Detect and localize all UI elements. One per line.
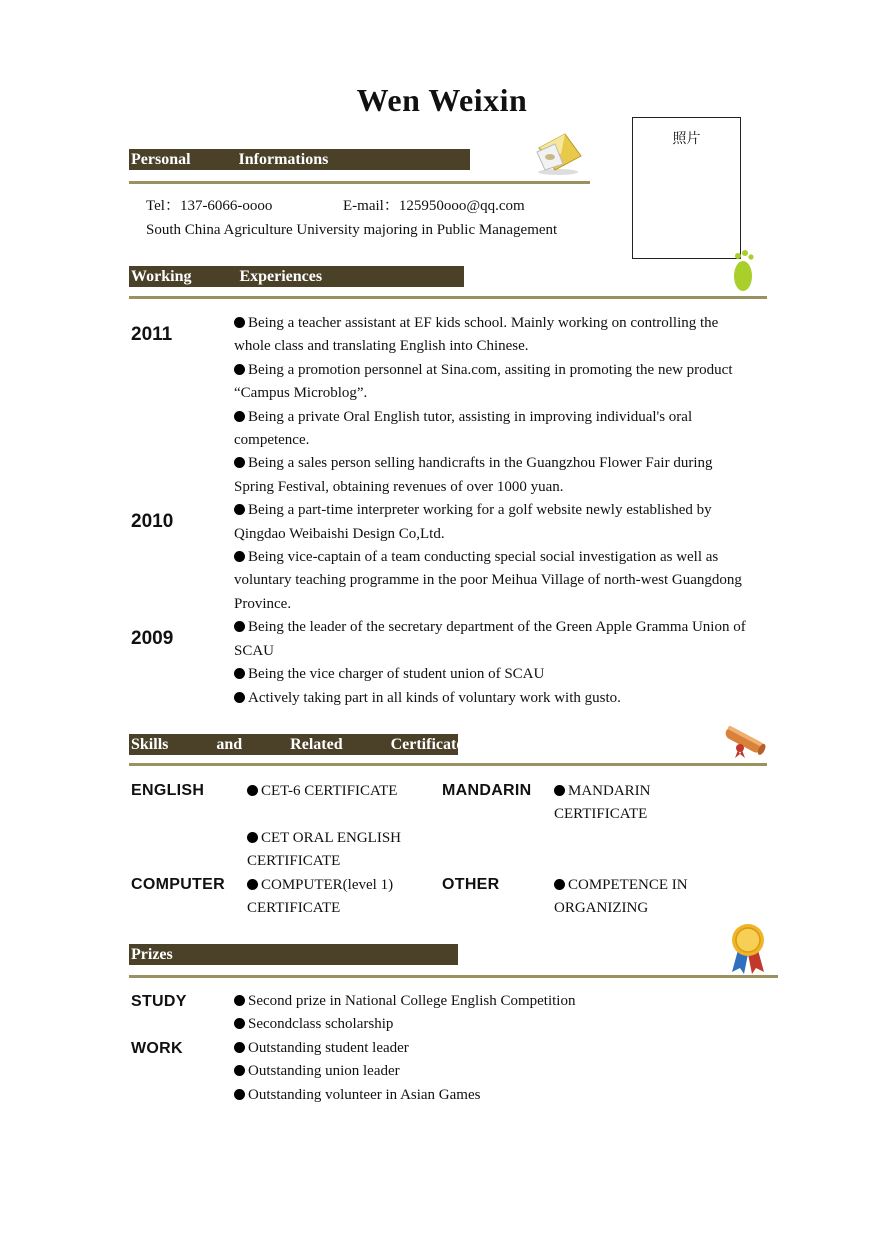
bullet-icon [247,832,258,843]
resume-name: Wen Weixin [356,82,528,118]
list-item: Actively taking part in all kinds of voluntary work with gusto. [234,687,754,710]
list-item: Outstanding volunteer in Asian Games [234,1084,694,1107]
bullet-icon [554,879,565,890]
bullet-icon [234,411,245,422]
computer-skill-list [247,874,427,921]
prize-label-work: WORK [131,1040,183,1057]
list-item: CET-6 CERTIFICATE [247,780,427,803]
list-item: Being a teacher assistant at EF kids school. Mainly working on controlling the whole class and translating English into Chinese. [234,315,719,355]
list-item: Being the leader of the secretary department of the Green Apple Gramma Union of SCAU [234,619,746,659]
bullet-icon [234,668,245,679]
list-item: Being a sales person selling handicrafts in the Guangzhou Flower Fair during Spring Festival, obtaining revenues of over 1000 yuan. [234,455,713,495]
list-item: COMPETENCE IN ORGANIZING [554,877,688,917]
year-2009: 2009 [131,628,174,649]
list-item: Outstanding student leader [234,1037,694,1060]
bullet-icon [234,621,245,632]
envelope-icon [533,128,585,178]
school-major: South China Agriculture University majoring in Public Management [146,222,558,238]
list-item: Secondclass scholarship [234,1013,694,1036]
prize-list [234,990,694,1107]
skill-label-other: OTHER [442,876,500,893]
list-item: Being the vice charger of student union of SCAU [234,663,754,686]
bullet-icon [247,879,258,890]
list-item: MANDARIN CERTIFICATE [554,783,651,823]
experience-list [234,312,754,710]
email: E-mail：125950ooo@qq.com [343,198,525,214]
bullet-icon [554,785,565,796]
medal-icon [728,922,768,974]
tel: Tel：137-6066-oooo [146,198,273,214]
photo-label: 照片 [672,132,701,147]
bullet-icon [234,457,245,468]
bullet-icon [234,364,245,375]
section-working-header: Working Experiences [129,266,464,287]
list-item: Being vice-captain of a team conducting special social investigation as well as voluntary teaching programme in the poor Meihua Village of north-west Guangdong Province. [234,549,742,612]
bullet-icon [247,785,258,796]
photo-placeholder [632,117,741,259]
section-skills-rule [129,763,767,766]
year-2011: 2011 [131,324,173,345]
list-item: Second prize in National College English Competition [234,990,694,1013]
bullet-icon [234,995,245,1006]
skill-label-english: ENGLISH [131,782,205,799]
skill-label-computer: COMPUTER [131,876,225,893]
other-skill-list [554,874,714,921]
bullet-icon [234,551,245,562]
mandarin-skill-list [554,780,694,827]
list-item: Being a part-time interpreter working for a golf website newly established by Qingdao Weibaishi Design Co,Ltd. [234,502,712,542]
bullet-icon [234,1065,245,1076]
bullet-icon [234,1018,245,1029]
skill-label-mandarin: MANDARIN [442,782,532,799]
english-skill-list [247,780,427,874]
section-skills-header: Skills and Related Certificates [131,736,470,753]
list-item: Outstanding union leader [234,1060,694,1083]
section-personal-rule [129,181,590,184]
list-item: COMPUTER(level 1) CERTIFICATE [247,877,394,917]
bullet-icon [234,504,245,515]
bullet-icon [234,1042,245,1053]
bullet-icon [234,1089,245,1100]
year-2010: 2010 [131,511,174,532]
list-item: CET ORAL ENGLISH CERTIFICATE [247,829,401,870]
footprint-icon [727,248,759,294]
prize-label-study: STUDY [131,993,187,1010]
section-prizes-header: Prizes [129,944,458,965]
list-item: Being a private Oral English tutor, assisting in improving individual's oral competence. [234,408,693,449]
bullet-icon [234,692,245,703]
section-working-rule [129,296,767,299]
section-prizes-rule [129,975,778,978]
list-item: Being a promotion personnel at Sina.com, assiting in promoting the new product “Campus Microblog”. [234,361,733,402]
bullet-icon [234,317,245,328]
section-personal-header: Personal Informations [129,149,470,170]
diploma-scroll-icon [720,720,768,760]
